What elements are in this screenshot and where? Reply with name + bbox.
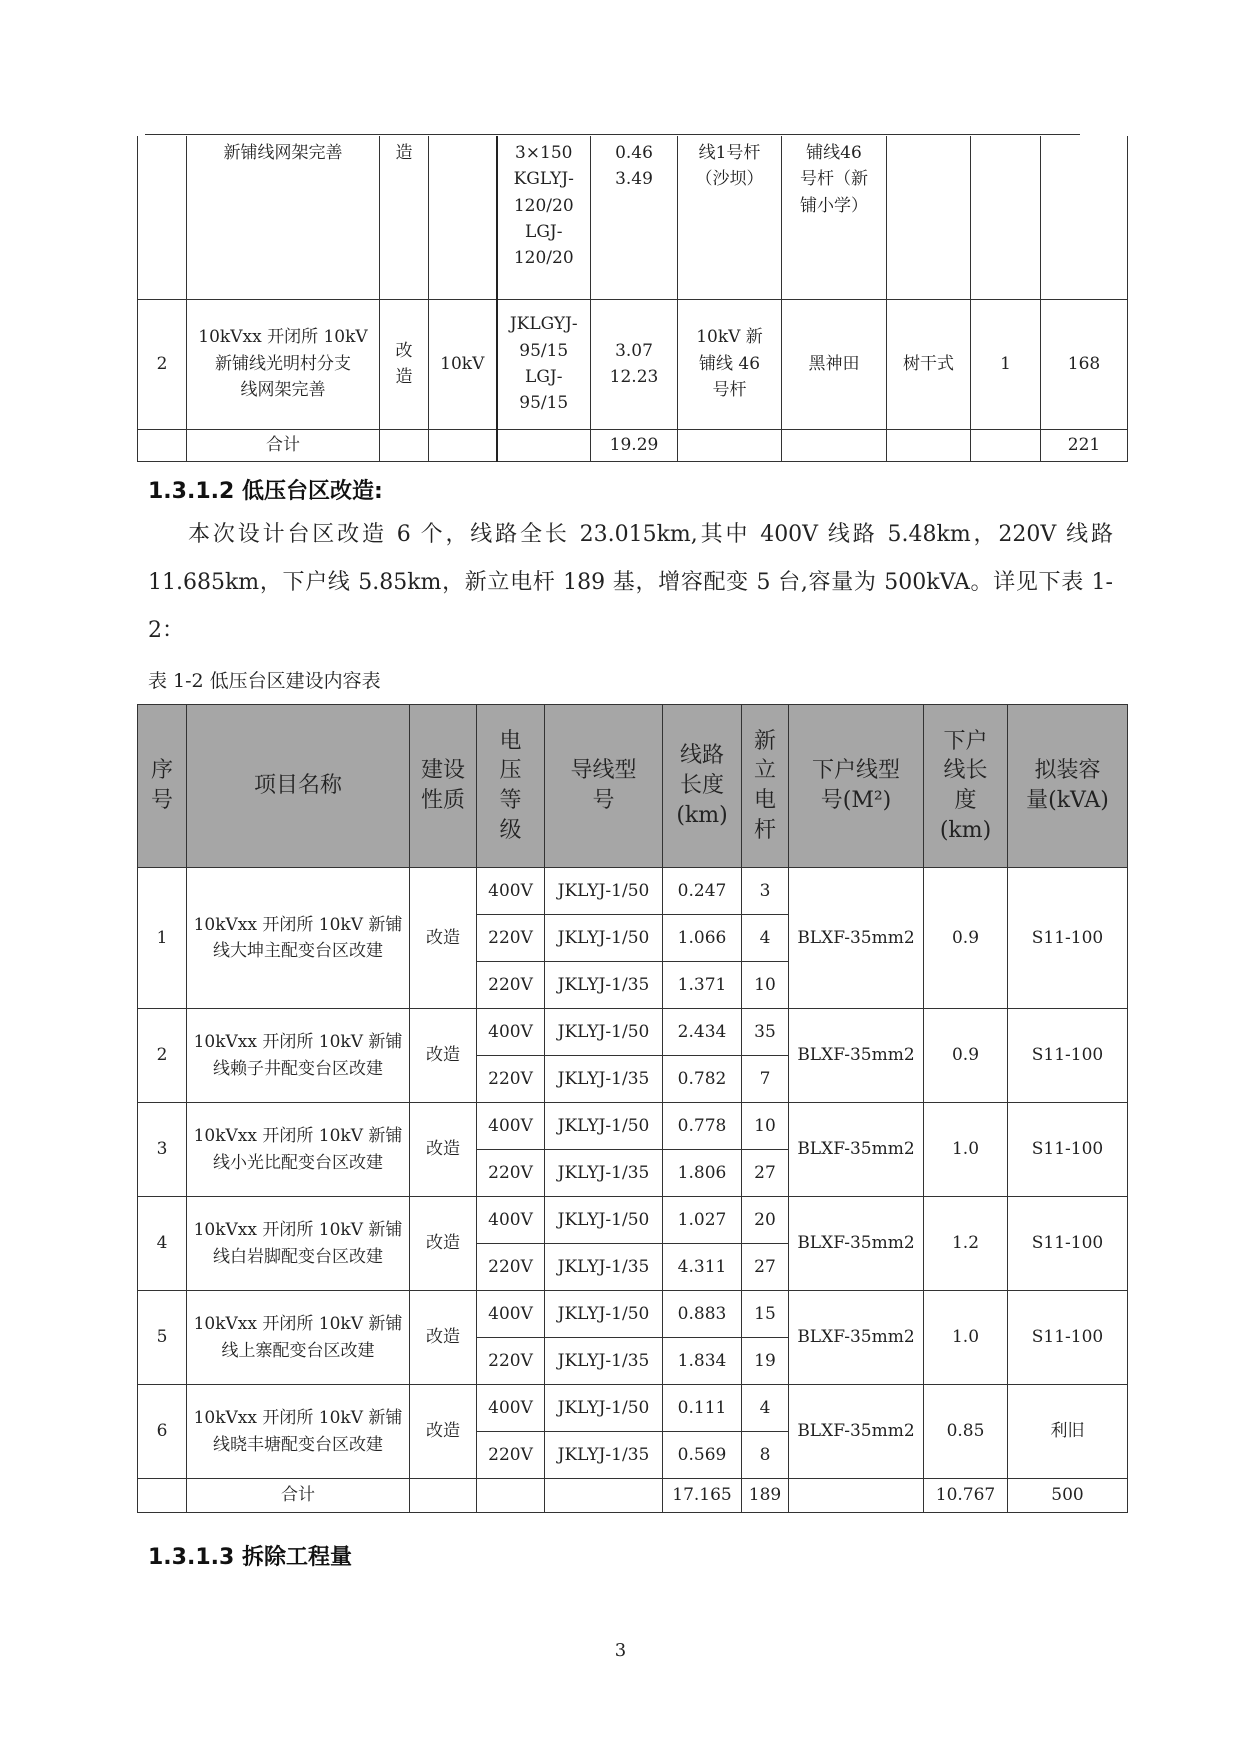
cell-service-length: 0.9 <box>924 1009 1008 1103</box>
cell-nature: 改造 <box>410 1197 477 1291</box>
cell-poles: 4 <box>742 1385 789 1432</box>
cell-nature: 改 造 <box>380 299 429 429</box>
cell-wire: JKLYJ-1/50 <box>545 1385 663 1432</box>
cell-voltage: 400V <box>477 1385 545 1432</box>
cell-service-wire: BLXF-35mm2 <box>789 1103 924 1197</box>
cell-no: 1 <box>138 868 187 1009</box>
cell-nature: 改造 <box>410 1385 477 1479</box>
cell-length: 0.782 <box>663 1056 742 1103</box>
cell-start: 线1号杆 （沙坝） <box>678 136 782 299</box>
cell-capacity: S11-100 <box>1008 1197 1128 1291</box>
table-header-row <box>138 705 1128 868</box>
page-number: 3 <box>614 1640 627 1661</box>
cell-wire: JKLYJ-1/35 <box>545 1338 663 1385</box>
cell-service-length: 0.85 <box>924 1385 1008 1479</box>
total-capacity: 500 <box>1008 1479 1128 1513</box>
cell-voltage: 220V <box>477 1150 545 1197</box>
cell-wire: JKLYJ-1/50 <box>545 868 663 915</box>
cell-capacity: 利旧 <box>1008 1385 1128 1479</box>
cell-no: 6 <box>138 1385 187 1479</box>
cell-service-length: 0.9 <box>924 868 1008 1009</box>
cell-capacity: 168 <box>1041 299 1128 429</box>
cell-service-wire: BLXF-35mm2 <box>789 1197 924 1291</box>
table-row <box>138 868 1128 915</box>
total-label: 合计 <box>187 429 380 461</box>
cell-capacity <box>1041 136 1128 299</box>
cell-service-wire: BLXF-35mm2 <box>789 1009 924 1103</box>
cell-style <box>887 136 971 299</box>
cell-poles: 19 <box>742 1338 789 1385</box>
cell-length: 1.834 <box>663 1338 742 1385</box>
cell-voltage: 400V <box>477 868 545 915</box>
cell-no <box>138 136 187 299</box>
header-poles: 新 立 电 杆 <box>742 705 789 868</box>
cell-name: 10kVxx 开闭所 10kV 新铺 线大坤主配变台区改建 <box>187 868 410 1009</box>
cell-voltage: 220V <box>477 1432 545 1479</box>
cell-no: 3 <box>138 1103 187 1197</box>
cell-start: 10kV 新 铺线 46 号杆 <box>678 299 782 429</box>
cell-nature: 改造 <box>410 868 477 1009</box>
header-length: 线路 长度 (km) <box>663 705 742 868</box>
table-row <box>138 299 1128 429</box>
cell-wire: JKLGYJ- 95/15 LGJ- 95/15 <box>497 299 591 429</box>
cell-name: 新铺线网架完善 <box>187 136 380 299</box>
cell-name: 10kVxx 开闭所 10kV 新铺线光明村分支 线网架完善 <box>187 299 380 429</box>
cell-service-length: 1.2 <box>924 1197 1008 1291</box>
header-nature: 建设 性质 <box>410 705 477 868</box>
cell-nature: 改造 <box>410 1103 477 1197</box>
cell-length: 1.027 <box>663 1197 742 1244</box>
cell-voltage: 220V <box>477 1338 545 1385</box>
cell-length: 1.371 <box>663 962 742 1009</box>
cell-length: 3.07 12.23 <box>591 299 678 429</box>
cell-capacity: S11-100 <box>1008 1103 1128 1197</box>
header-wire: 导线型 号 <box>545 705 663 868</box>
cell-wire: JKLYJ-1/50 <box>545 915 663 962</box>
cell-no: 2 <box>138 1009 187 1103</box>
cell-name: 10kVxx 开闭所 10kV 新铺 线上寨配变台区改建 <box>187 1291 410 1385</box>
cell-count: 1 <box>971 299 1041 429</box>
cell-wire: JKLYJ-1/35 <box>545 1432 663 1479</box>
cell-capacity: S11-100 <box>1008 868 1128 1009</box>
header-no: 序 号 <box>138 705 187 868</box>
total-row <box>138 429 1128 461</box>
cell-name: 10kVxx 开闭所 10kV 新铺 线赖子井配变台区改建 <box>187 1009 410 1103</box>
cell-wire: JKLYJ-1/35 <box>545 962 663 1009</box>
cell-capacity: S11-100 <box>1008 1291 1128 1385</box>
cell-poles: 35 <box>742 1009 789 1056</box>
cell-voltage: 220V <box>477 962 545 1009</box>
cell-capacity: S11-100 <box>1008 1009 1128 1103</box>
cell-nature: 造 <box>380 136 429 299</box>
table-caption: 表 1-2 低压台区建设内容表 <box>148 670 381 692</box>
cell-nature: 改造 <box>410 1291 477 1385</box>
total-length: 19.29 <box>591 429 678 461</box>
cell-length: 0.778 <box>663 1103 742 1150</box>
cell-length: 0.111 <box>663 1385 742 1432</box>
cell-service-length: 1.0 <box>924 1291 1008 1385</box>
header-rule <box>145 134 1080 135</box>
cell-no: 2 <box>138 299 187 429</box>
cell-service-wire: BLXF-35mm2 <box>789 868 924 1009</box>
low-voltage-table <box>137 704 1128 1513</box>
table-row <box>138 1103 1128 1150</box>
cell-wire: JKLYJ-1/50 <box>545 1103 663 1150</box>
cell-voltage: 220V <box>477 915 545 962</box>
cell-poles: 3 <box>742 868 789 915</box>
cell-wire: JKLYJ-1/50 <box>545 1009 663 1056</box>
total-length: 17.165 <box>663 1479 742 1513</box>
cell-nature: 改造 <box>410 1009 477 1103</box>
cell-poles: 8 <box>742 1432 789 1479</box>
cell-poles: 20 <box>742 1197 789 1244</box>
header-voltage: 电 压 等 级 <box>477 705 545 868</box>
cell-no: 5 <box>138 1291 187 1385</box>
cell-poles: 10 <box>742 962 789 1009</box>
cell-end: 黑神田 <box>782 299 887 429</box>
cell-wire: JKLYJ-1/50 <box>545 1291 663 1338</box>
cell-length: 4.311 <box>663 1244 742 1291</box>
table-row <box>138 136 1128 299</box>
cell-wire: JKLYJ-1/50 <box>545 1197 663 1244</box>
table-row <box>138 1291 1128 1338</box>
cell-poles: 4 <box>742 915 789 962</box>
cell-name: 10kVxx 开闭所 10kV 新铺 线晓丰塘配变台区改建 <box>187 1385 410 1479</box>
cell-poles: 7 <box>742 1056 789 1103</box>
body-paragraph: 本次设计台区改造 6 个，线路全长 23.015km,其中 400V 线路 5.48km，220V 线路 11.685km，下户线 5.85km，新立电杆 189 基，增容配变 5 台,容量为 500kVA。详见下表 1-2： <box>148 522 1113 643</box>
cell-count <box>971 136 1041 299</box>
total-label: 合计 <box>187 1479 410 1513</box>
cell-service-wire: BLXF-35mm2 <box>789 1385 924 1479</box>
cell-voltage: 10kV <box>429 299 497 429</box>
cell-length: 0.46 3.49 <box>591 136 678 299</box>
header-service-length: 下户 线长 度 (km) <box>924 705 1008 868</box>
cell-voltage: 400V <box>477 1197 545 1244</box>
cell-service-wire: BLXF-35mm2 <box>789 1291 924 1385</box>
cell-voltage: 400V <box>477 1103 545 1150</box>
cell-wire: JKLYJ-1/35 <box>545 1244 663 1291</box>
total-poles: 189 <box>742 1479 789 1513</box>
cell-wire: 3×150 KGLYJ- 120/20 LGJ- 120/20 <box>497 136 591 299</box>
cell-length: 0.569 <box>663 1432 742 1479</box>
cell-length: 1.806 <box>663 1150 742 1197</box>
cell-length: 1.066 <box>663 915 742 962</box>
table-row <box>138 1385 1128 1432</box>
header-service-wire: 下户线型 号(M²) <box>789 705 924 868</box>
header-name: 项目名称 <box>187 705 410 868</box>
section-heading: 1.3.1.2 低压台区改造: <box>148 479 383 504</box>
total-row <box>138 1479 1128 1513</box>
table-row <box>138 1197 1128 1244</box>
cell-voltage: 400V <box>477 1291 545 1338</box>
cell-name: 10kVxx 开闭所 10kV 新铺 线小光比配变台区改建 <box>187 1103 410 1197</box>
header-capacity: 拟装容 量(kVA) <box>1008 705 1128 868</box>
section-heading: 1.3.1.3 拆除工程量 <box>148 1545 352 1570</box>
project-table-continued <box>137 136 1128 462</box>
cell-name: 10kVxx 开闭所 10kV 新铺 线白岩脚配变台区改建 <box>187 1197 410 1291</box>
table-row <box>138 1009 1128 1056</box>
cell-poles: 15 <box>742 1291 789 1338</box>
cell-poles: 27 <box>742 1244 789 1291</box>
cell-voltage: 220V <box>477 1056 545 1103</box>
cell-wire: JKLYJ-1/35 <box>545 1150 663 1197</box>
cell-poles: 27 <box>742 1150 789 1197</box>
cell-no: 4 <box>138 1197 187 1291</box>
cell-length: 0.883 <box>663 1291 742 1338</box>
cell-voltage: 400V <box>477 1009 545 1056</box>
cell-wire: JKLYJ-1/35 <box>545 1056 663 1103</box>
total-capacity: 221 <box>1041 429 1128 461</box>
cell-service-length: 1.0 <box>924 1103 1008 1197</box>
total-service-length: 10.767 <box>924 1479 1008 1513</box>
cell-length: 0.247 <box>663 868 742 915</box>
cell-voltage <box>429 136 497 299</box>
cell-style: 树干式 <box>887 299 971 429</box>
cell-poles: 10 <box>742 1103 789 1150</box>
cell-length: 2.434 <box>663 1009 742 1056</box>
cell-end: 铺线46 号杆（新 铺小学） <box>782 136 887 299</box>
cell-voltage: 220V <box>477 1244 545 1291</box>
